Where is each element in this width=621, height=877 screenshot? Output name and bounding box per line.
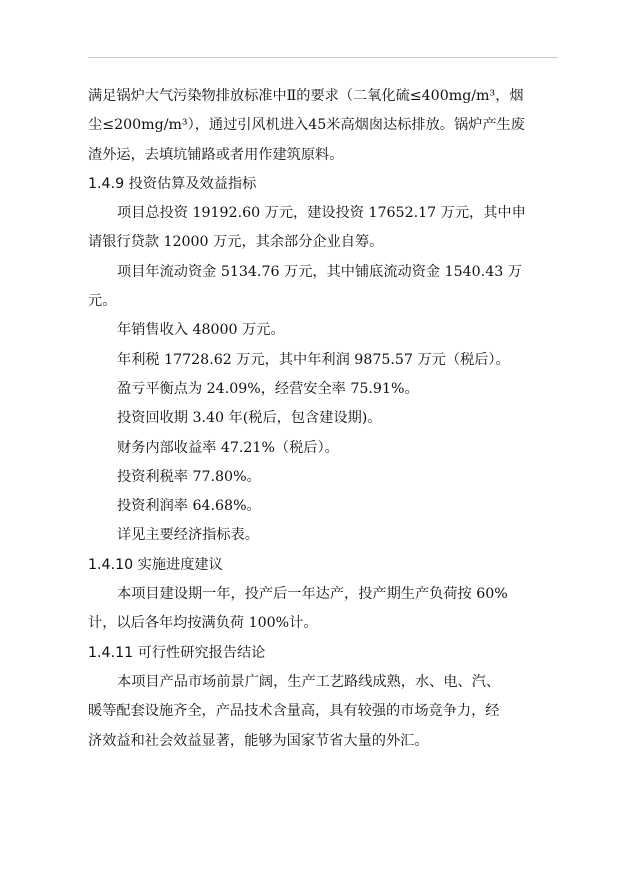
text-line: 投资回收期 3.40 年(税后，包含建设期)。 bbox=[117, 410, 382, 427]
section-heading-1-4-11: 1.4.11 可行性研究报告结论 bbox=[88, 644, 266, 661]
section-heading-1-4-10: 1.4.10 实施进度建议 bbox=[88, 556, 223, 573]
text-line: 暖等配套设施齐全，产品技术含量高，具有较强的市场竞争力，经 bbox=[88, 703, 500, 720]
text-line: 济效益和社会效益显著，能够为国家节省大量的外汇。 bbox=[88, 732, 429, 749]
text-line: 年利税 17728.62 万元，其中年利润 9875.57 万元（税后）。 bbox=[117, 351, 510, 368]
section-heading-1-4-9: 1.4.9 投资估算及效益指标 bbox=[88, 175, 257, 192]
text-line: 元。 bbox=[88, 293, 117, 310]
text-line: 计，以后各年均按满负荷 100%计。 bbox=[88, 615, 318, 632]
text-line: 投资利润率 64.68%。 bbox=[117, 498, 261, 515]
text-line: 年销售收入 48000 万元。 bbox=[117, 322, 285, 339]
text-line: 投资利税率 77.80%。 bbox=[117, 468, 261, 485]
text-line: 满足锅炉大气污染物排放标准中Ⅱ的要求（二氧化硫≤400mg/m³，烟 bbox=[88, 88, 524, 104]
header-divider bbox=[88, 57, 558, 58]
text-line: 详见主要经济指标表。 bbox=[117, 527, 259, 544]
document-body bbox=[88, 82, 560, 756]
text-line: 盈亏平衡点为 24.09%，经营安全率 75.91%。 bbox=[117, 380, 419, 397]
text-line: 渣外运，去填坑铺路或者用作建筑原料。 bbox=[88, 146, 344, 163]
text-line: 项目总投资 19192.60 万元，建设投资 17652.17 万元，其中申 bbox=[117, 205, 526, 222]
text-line: 财务内部收益率 47.21%（税后）。 bbox=[117, 439, 339, 456]
text-line: 本项目产品市场前景广阔，生产工艺路线成熟，水、电、汽、 bbox=[117, 673, 501, 690]
text-line: 本项目建设期一年，投产后一年达产，投产期生产负荷按 60% bbox=[117, 586, 508, 603]
text-line: 请银行贷款 12000 万元，其余部分企业自筹。 bbox=[88, 234, 384, 251]
text-line: 尘≤200mg/m³），通过引风机进入45米高烟囱达标排放。锅炉产生废 bbox=[88, 117, 525, 134]
text-line: 项目年流动资金 5134.76 万元，其中铺底流动资金 1540.43 万 bbox=[117, 263, 522, 280]
